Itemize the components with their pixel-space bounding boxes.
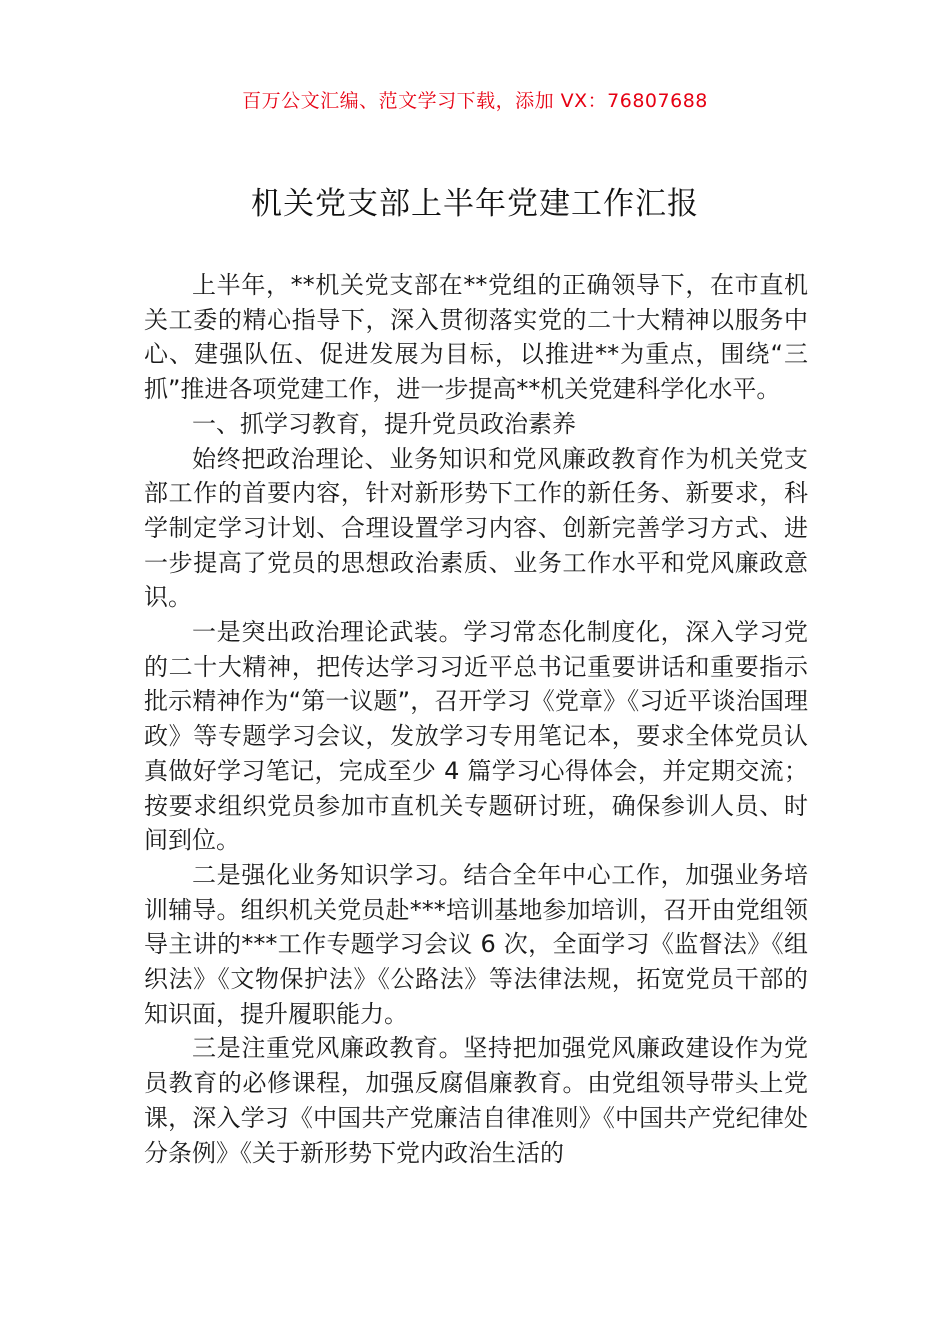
paragraph-political-theory: 一是突出政治理论武装。学习常态化制度化，深入学习党的二十大精神，把传达学习习近平总书记重要讲话和重要指示批示精神作为“第一议题”，召开学习《党章》《习近平谈治国理政》等专题学习会议，发放学习专用笔记本，要求全体党员认真做好学习笔记，完成至少 4 篇学习心得体会，并定期交流；按要求组织党员参加市直机关专题研讨班，确保参训人员、时间到位。 [144, 618, 808, 855]
document-body [144, 268, 808, 1170]
paragraph-intro: 上半年，**机关党支部在**党组的正确领导下，在市直机关工委的精心指导下，深入贯彻落实党的二十大精神以服务中心、建强队伍、促进发展为目标，以推进**为重点，围绕“三抓”推进各项党建工作，进一步提高**机关党建科学化水平。 [144, 271, 808, 404]
paragraph-section-1-overview: 始终把政治理论、业务知识和党风廉政教育作为机关党支部工作的首要内容，针对新形势下工作的新任务、新要求，科学制定学习计划、合理设置学习内容、创新完善学习方式、进一步提高了党员的思想政治素质、业务工作水平和党风廉政意识。 [144, 444, 808, 612]
watermark-banner: 百万公文汇编、范文学习下载，添加 VX：76807688 [242, 90, 708, 112]
document-title: 机关党支部上半年党建工作汇报 [251, 186, 699, 222]
paragraph-integrity-education: 三是注重党风廉政教育。坚持把加强党风廉政建设作为党员教育的必修课程，加强反腐倡廉教育。由党组领导带头上党课，深入学习《中国共产党廉洁自律准则》《中国共产党纪律处分条例》《关于新形势下党内政治生活的 [144, 1034, 808, 1167]
section-heading-1: 一、抓学习教育，提升党员政治素养 [192, 409, 576, 438]
paragraph-business-knowledge: 二是强化业务知识学习。结合全年中心工作，加强业务培训辅导。组织机关党员赴***培训基地参加培训，召开由党组领导主讲的***工作专题学习会议 6 次，全面学习《监督法》《组织法》《文物保护法》《公路法》等法律法规，拓宽党员干部的知识面，提升履职能力。 [144, 860, 808, 1028]
